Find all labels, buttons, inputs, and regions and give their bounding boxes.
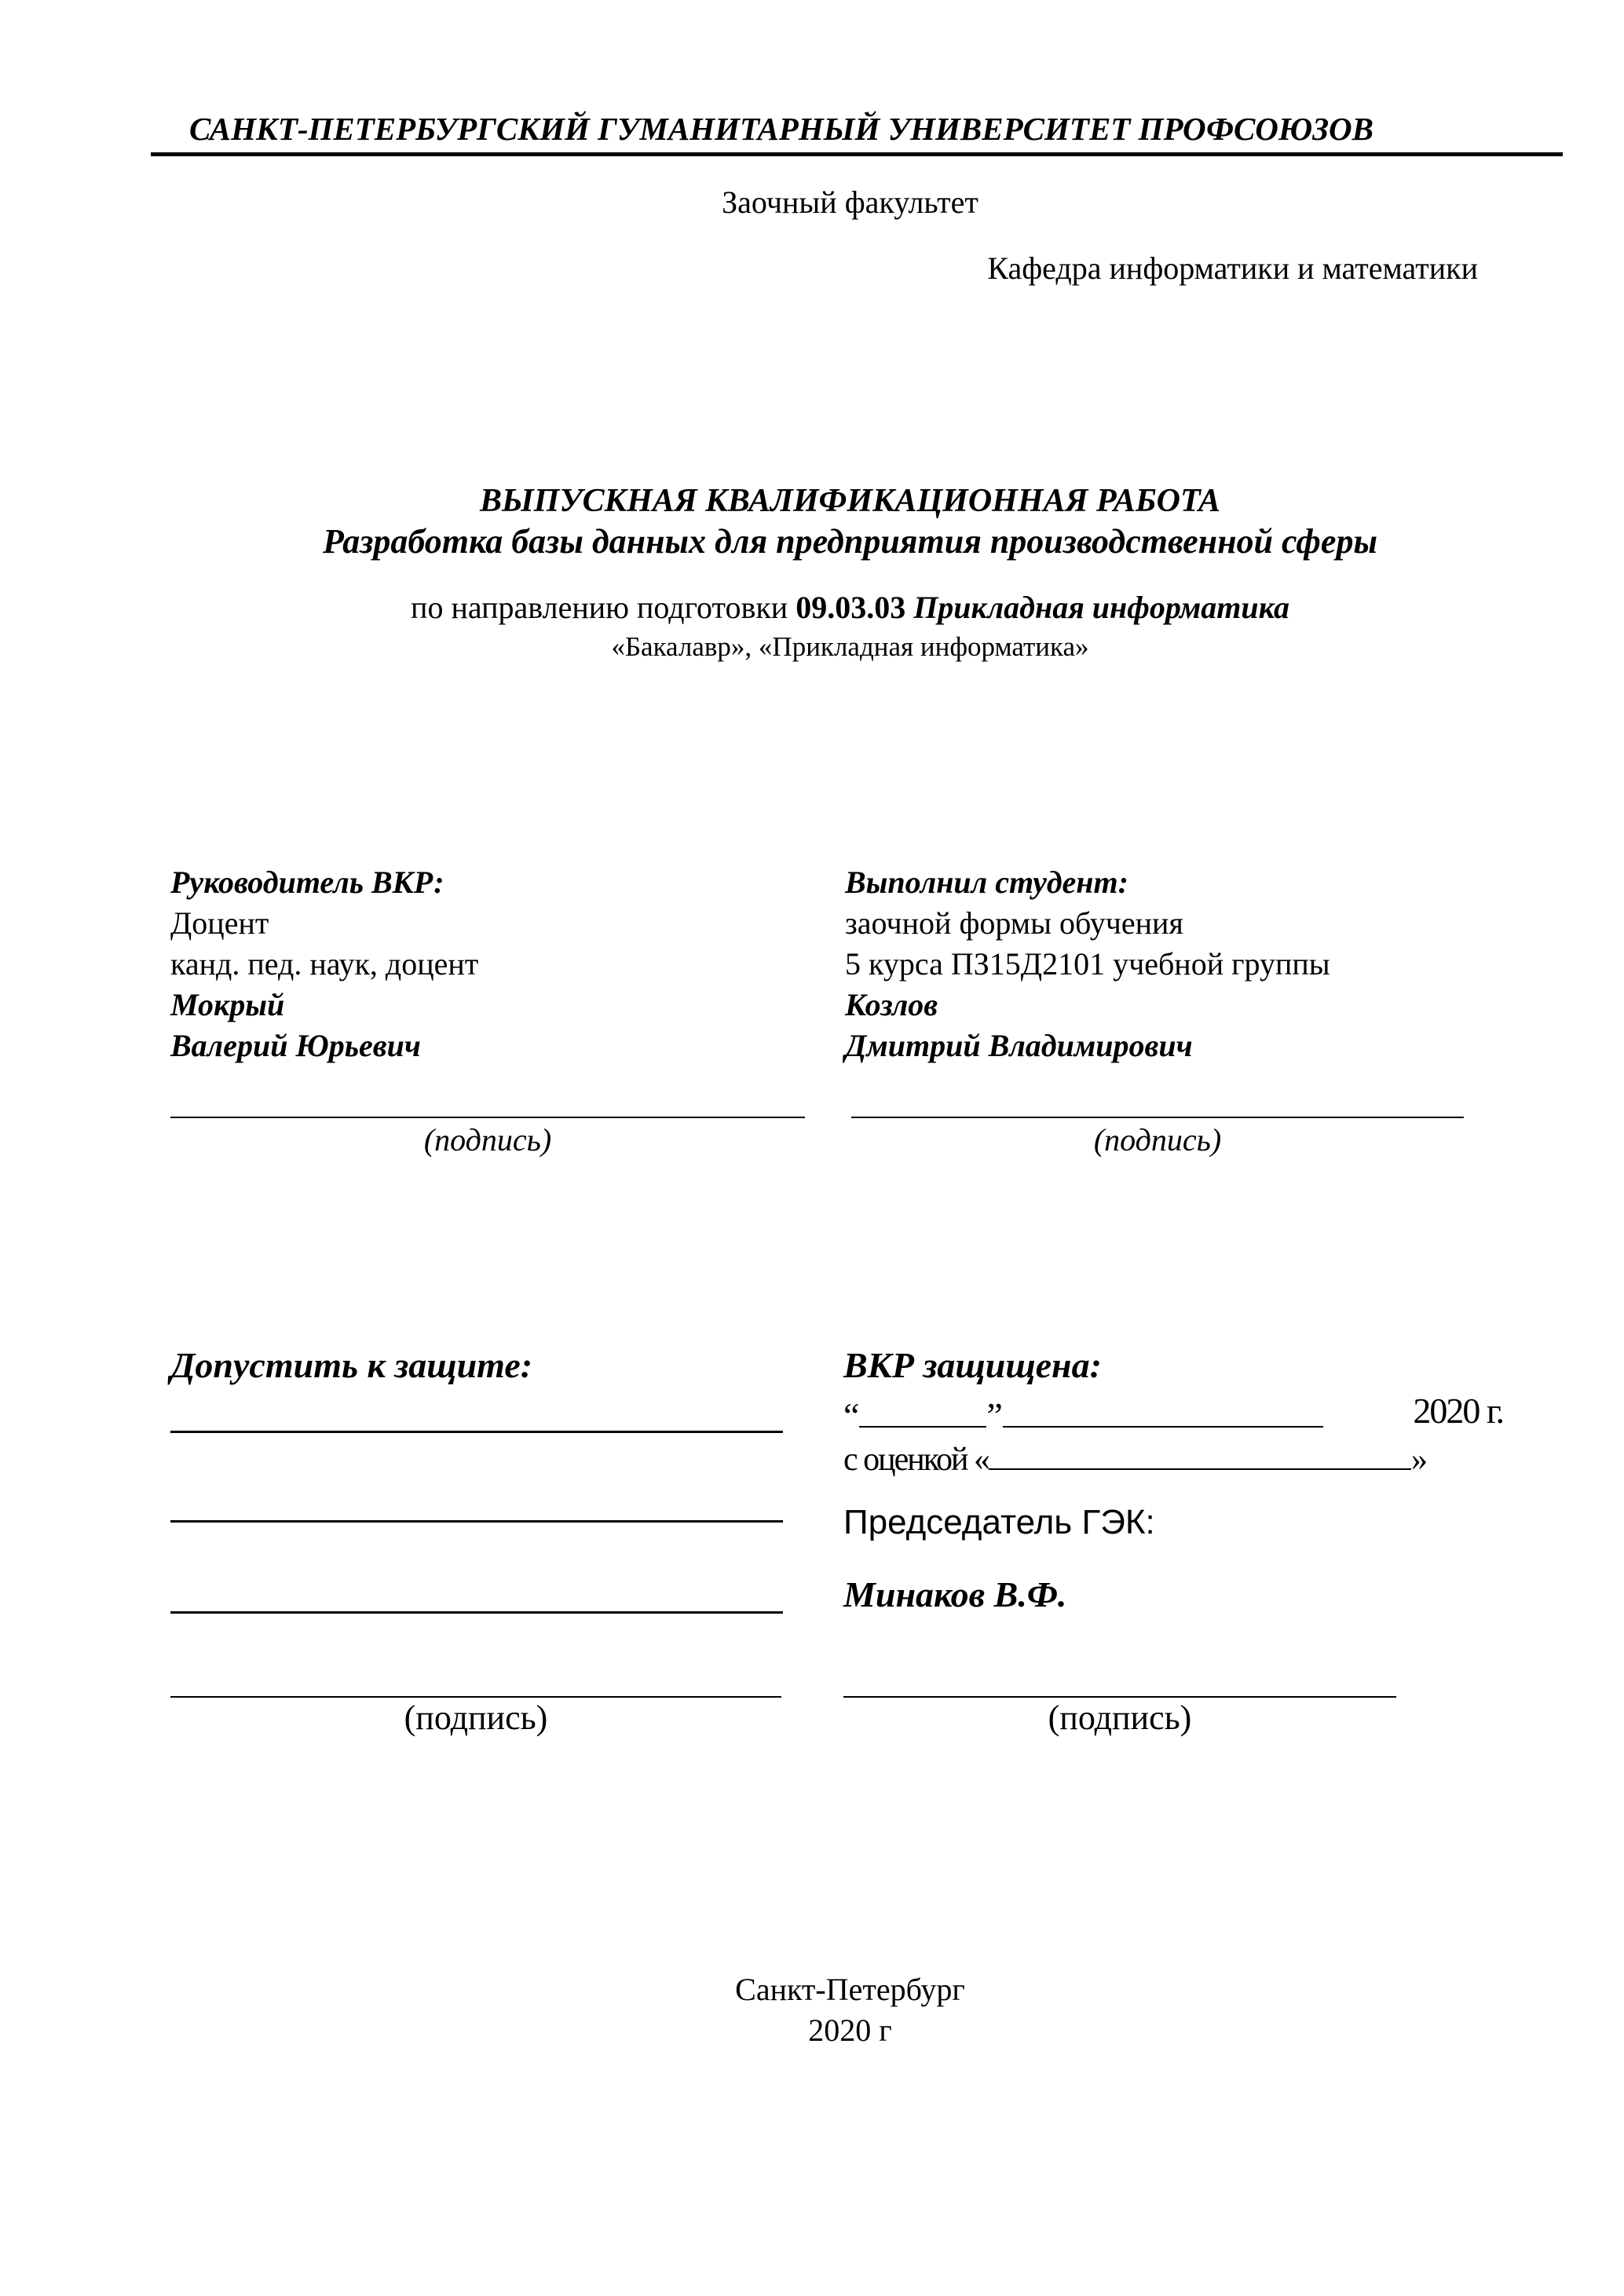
defense-grade-row xyxy=(843,1435,1426,1479)
admission-heading: Допустить к защите: xyxy=(170,1345,533,1385)
student-group: 5 курса ПЗ15Д2101 учебной группы xyxy=(845,946,1330,982)
work-type: ВЫПУСКНАЯ КВАЛИФИКАЦИОННАЯ РАБОТА xyxy=(480,483,1220,519)
admission-line-1[interactable] xyxy=(170,1431,783,1433)
university-name: САНКТ-ПЕТЕРБУРГСКИЙ ГУМАНИТАРНЫЙ УНИВЕРСИТЕТ ПРОФСОЮЗОВ xyxy=(188,111,1374,147)
footer-city: Санкт-Петербург xyxy=(735,1972,965,2007)
student-first-names: Дмитрий Владимирович xyxy=(845,1028,1193,1063)
supervisor-last-name: Мокрый xyxy=(170,987,285,1022)
student-signature-caption: (подпись) xyxy=(1093,1122,1222,1157)
header-rule xyxy=(151,152,1563,156)
direction-name: Прикладная информатика xyxy=(913,590,1289,625)
chairman-label: Председатель ГЭК: xyxy=(843,1503,1155,1541)
department-name: Кафедра информатики и математики xyxy=(987,250,1478,286)
thesis-topic: Разработка базы данных для предприятия производственной сферы xyxy=(323,522,1377,561)
defense-grade-field[interactable] xyxy=(989,1435,1411,1470)
student-last-name: Козлов xyxy=(845,987,938,1022)
grade-suffix: » xyxy=(1411,1442,1426,1478)
grade-prefix: с оценкой « xyxy=(843,1442,989,1478)
supervisor-signature-caption: (подпись) xyxy=(423,1122,552,1157)
study-direction xyxy=(0,589,1624,626)
student-heading: Выполнил студент: xyxy=(845,865,1128,900)
supervisor-signature-line[interactable] xyxy=(170,1117,805,1118)
chairman-signature-caption: (подпись) xyxy=(1048,1698,1192,1737)
admission-line-2[interactable] xyxy=(170,1520,783,1523)
supervisor-degree: канд. пед. наук, доцент xyxy=(170,946,479,982)
degree-profile: «Бакалавр», «Прикладная информатика» xyxy=(611,631,1089,662)
defense-year: 2020 г. xyxy=(1413,1391,1503,1431)
defense-date-row xyxy=(843,1390,1503,1436)
defense-day-field[interactable] xyxy=(859,1390,986,1428)
chairman-name: Минаков В.Ф. xyxy=(843,1574,1067,1614)
faculty-name: Заочный факультет xyxy=(722,185,978,220)
student-study-form: заочной формы обучения xyxy=(845,905,1183,941)
date-quote-close: ” xyxy=(986,1395,1003,1435)
footer-year: 2020 г xyxy=(808,2013,892,2048)
date-quote-open: “ xyxy=(843,1395,860,1435)
defense-heading: ВКР защищена: xyxy=(843,1345,1102,1385)
supervisor-heading: Руководитель ВКР: xyxy=(170,865,444,900)
defense-month-field[interactable] xyxy=(1003,1390,1323,1428)
admission-line-3[interactable] xyxy=(170,1611,783,1614)
student-signature-line[interactable] xyxy=(851,1117,1464,1118)
direction-code: 09.03.03 xyxy=(796,590,906,625)
supervisor-position: Доцент xyxy=(170,905,269,941)
supervisor-first-names: Валерий Юрьевич xyxy=(170,1028,421,1063)
admission-signature-caption: (подпись) xyxy=(404,1698,548,1737)
direction-prefix: по направлению подготовки xyxy=(411,590,796,625)
